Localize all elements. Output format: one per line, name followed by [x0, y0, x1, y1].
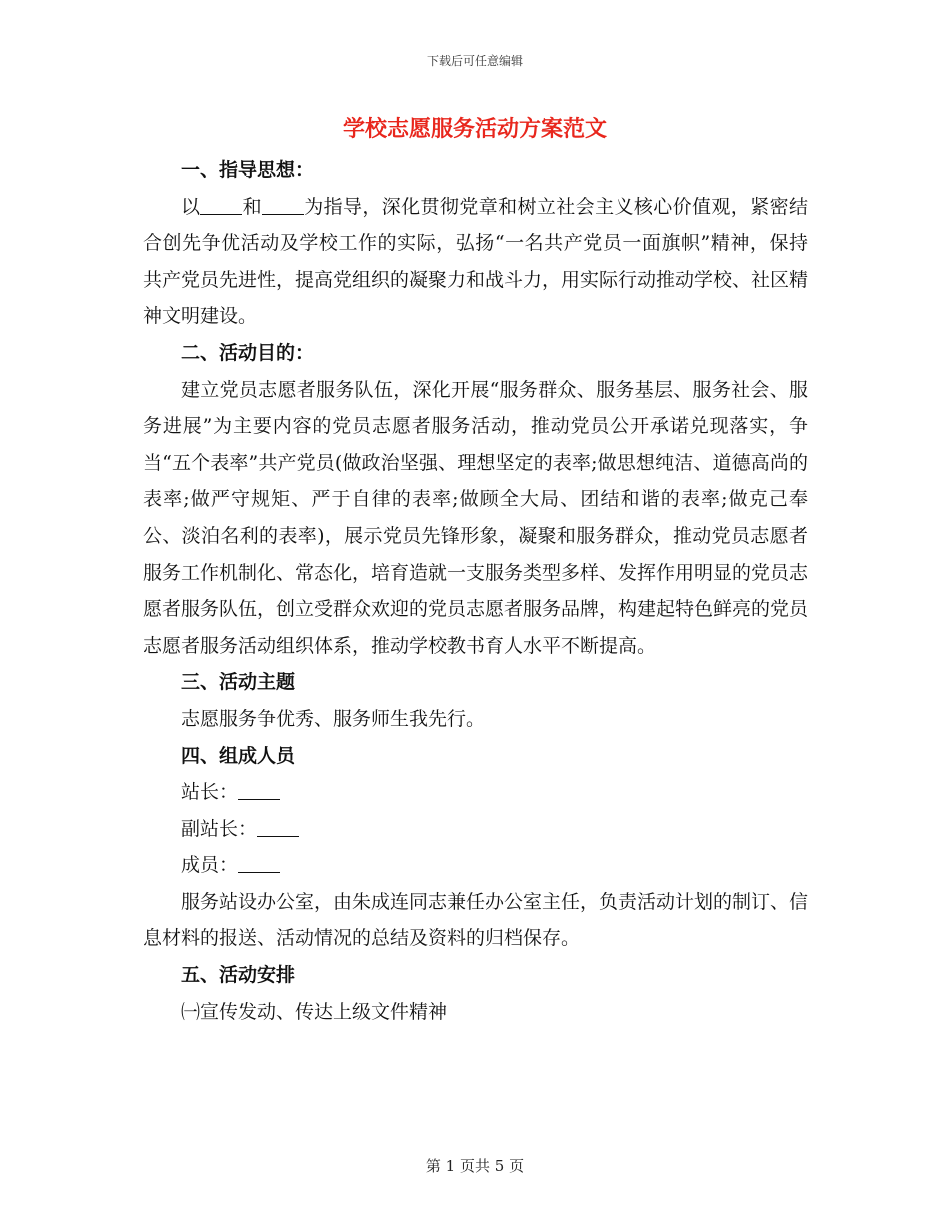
paragraph-theme: 志愿服务争优秀、服务师生我先行。	[181, 707, 486, 730]
text-fragment: 以	[181, 195, 201, 218]
text-fragment: 和	[242, 195, 262, 218]
document-body	[143, 152, 808, 1030]
station-head-line	[143, 774, 808, 811]
section-heading-members: 四、组成人员	[181, 744, 296, 767]
document-title: 学校志愿服务活动方案范文	[342, 116, 607, 142]
paragraph-guiding-thought	[143, 189, 808, 335]
paragraph-office: 服务站设办公室，由朱成连同志兼任办公室主任，负责活动计划的制订、信息材料的报送、活动情况的总结及资料的归档保存。	[143, 890, 809, 950]
deputy-head-line	[143, 811, 808, 848]
section-heading-guiding-thought: 一、指导思想：	[181, 159, 315, 181]
page-number: 第 1 页共 5 页	[425, 1157, 525, 1175]
paragraph-purpose: 建立党员志愿者服务队伍，深化开展“服务群众、服务基层、服务社会、服务进展”为主要内容的党员志愿者服务活动，推动党员公开承诺兑现落实，争当“五个表率”共产党员(做政治坚强、理想坚定的表率;做思想纯洁、道德高尚的表率;做严守规矩、严于自律的表率;做顾全大局、团结和谐的表率;做克己奉公、淡泊名利的表率)，展示党员先锋形象，凝聚和服务群众，推动党员志愿者服务工作机制化、常态化，培育造就一支服务类型多样、发挥作用明显的党员志愿者服务队伍，创立受群众欢迎的党员志愿者服务品牌，构建起特色鲜亮的党员志愿者服务活动组织体系，推动学校教书育人水平不断提高。	[143, 378, 809, 657]
section-heading-arrangement: 五、活动安排	[181, 964, 296, 987]
arrangement-item-1: ㈠宣传发动、传达上级文件精神	[181, 1000, 448, 1023]
members-line	[143, 847, 808, 884]
section-heading-purpose: 二、活动目的：	[181, 341, 315, 364]
deputy-head-label: 副站长：	[181, 817, 258, 840]
header-note: 下载后可任意编辑	[426, 54, 523, 68]
fill-blank	[238, 780, 280, 800]
fill-blank	[257, 817, 299, 837]
station-head-label: 站长：	[181, 781, 239, 804]
fill-blank	[262, 195, 304, 215]
section-heading-theme: 三、活动主题	[181, 671, 296, 694]
fill-blank	[200, 195, 242, 215]
text-fragment: 为指导，深化贯彻党章和树立社会主义核心价值观，紧密结合创先争优活动及学校工作的实际，弘扬“一名共产党员一面旗帜”精神，保持共产党员先进性，提高党组织的凝聚力和战斗力，用实际行动推动学校、社区精神文明建设。	[143, 195, 809, 328]
members-label: 成员：	[181, 854, 239, 877]
fill-blank	[238, 853, 280, 873]
